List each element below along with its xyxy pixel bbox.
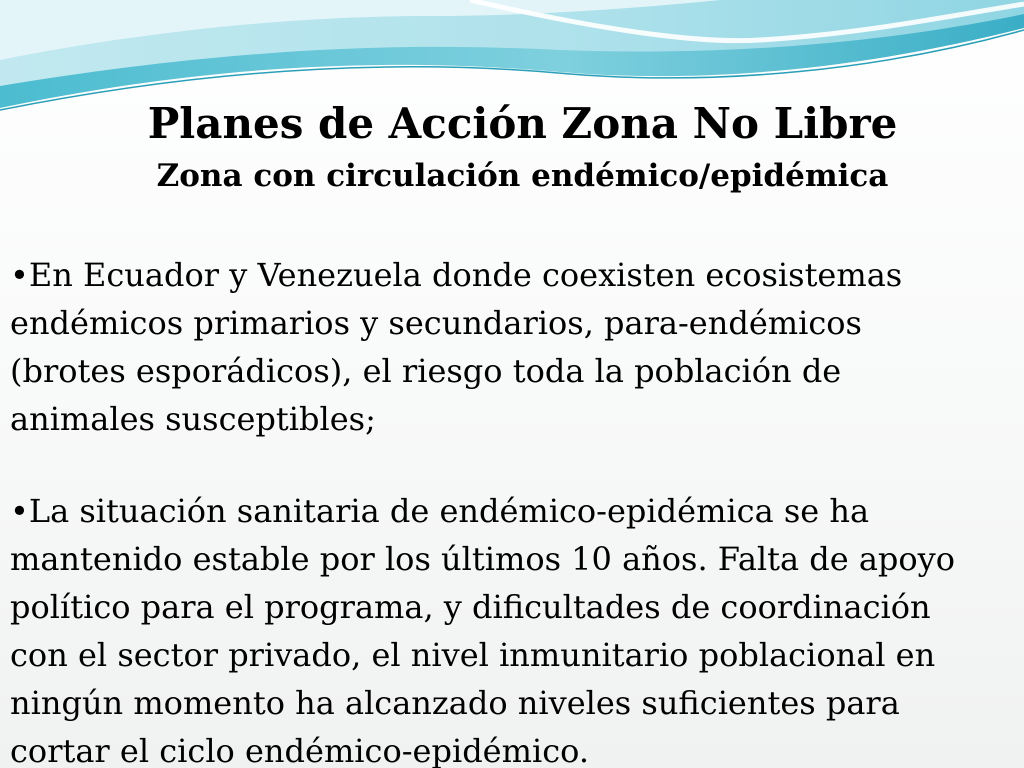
slide-title: Planes de Acción Zona No Libre xyxy=(147,99,898,148)
bullet-paragraph-situacion-sanitaria: •La situación sanitaria de endémico-epidémica se ha mantenido estable por los últimos 10 años. Falta de apoyo político para el programa, y dificultades de coordinación con el sector privado, el nivel inmunitario poblacional en ningún momento ha alcanzado niveles suficientes para cortar el ciclo endémico-epidémico. xyxy=(10,492,955,768)
bullet-paragraph-ecuador-venezuela: •En Ecuador y Venezuela donde coexisten ecosistemas endémicos primarios y secundarios, para-endémicos (brotes esporádicos), el riesgo toda la población de animales susceptibles; xyxy=(10,256,903,438)
slide-subtitle: Zona con circulación endémico/epidémica xyxy=(156,158,889,194)
